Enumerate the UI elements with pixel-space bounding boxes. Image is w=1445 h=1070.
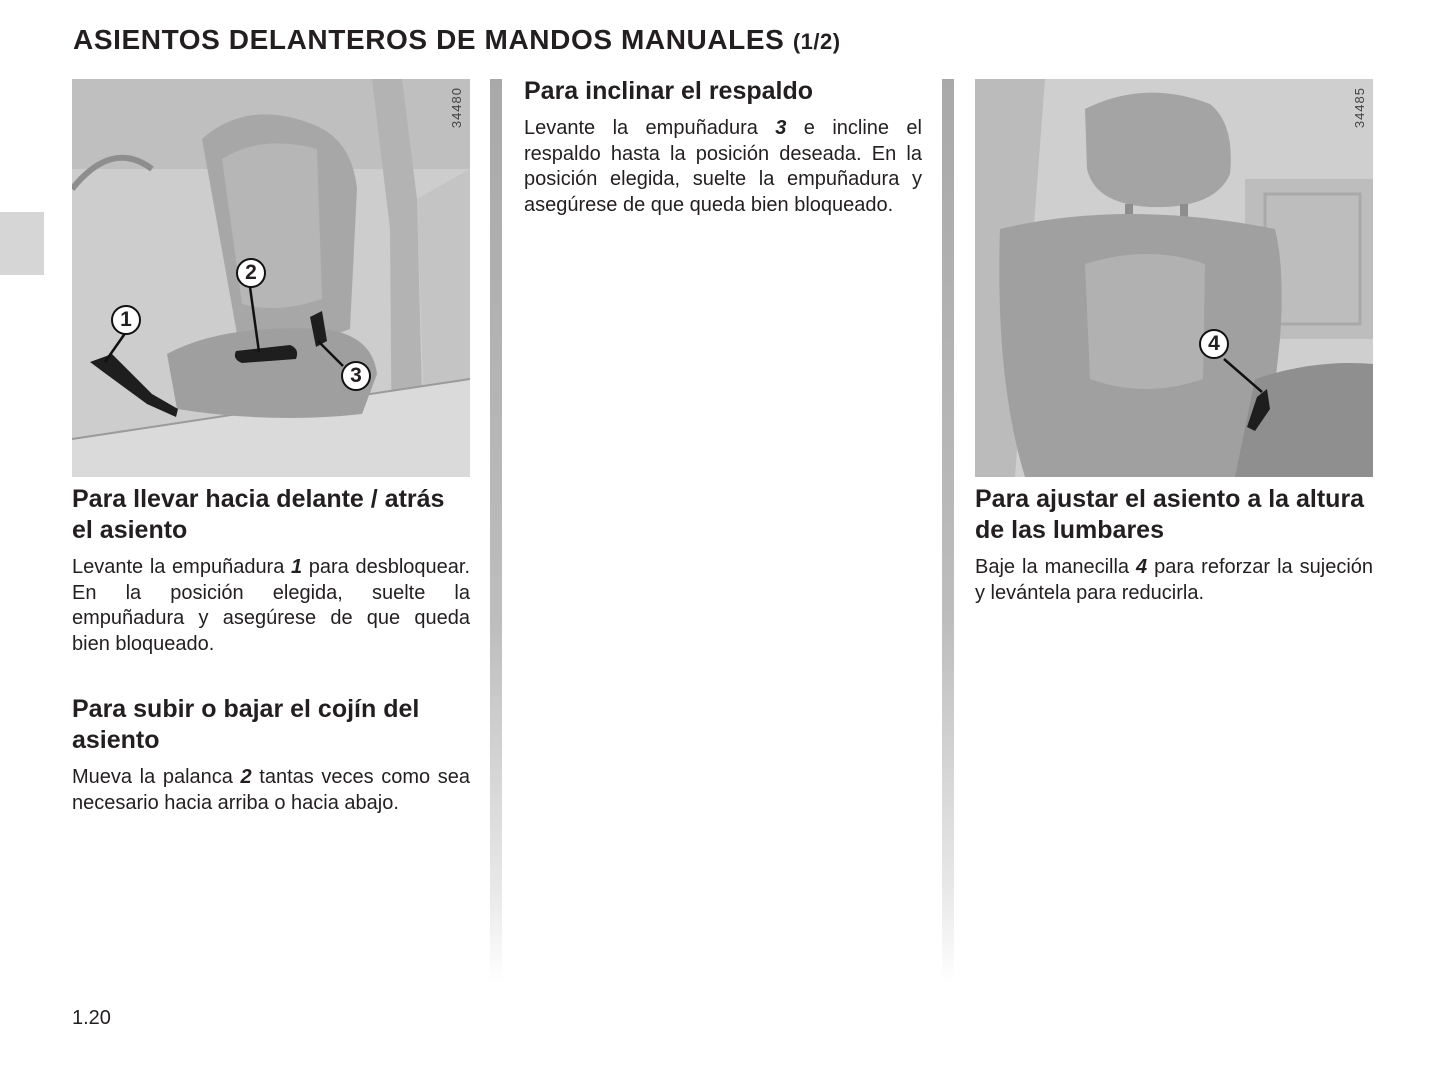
page-title [73, 24, 841, 56]
callout-1: 1 [111, 305, 141, 335]
figure-code-left: 34480 [449, 87, 464, 129]
heading-forward-back: Para llevar hacia delante / atrás el asiento [72, 485, 445, 544]
text-cushion: Mueva la palanca 2 tantas veces como sea necesario hacia arriba o hacia abajo. [72, 766, 470, 814]
text-lumbar: Baje la manecilla 4 para reforzar la sujeción y levántela para reducirla. [975, 556, 1374, 604]
callout-4: 4 [1199, 329, 1229, 359]
seat-controls-illustration [72, 79, 470, 477]
page-title-part: (1/2) [792, 29, 841, 54]
lumbar-control-illustration [975, 79, 1373, 477]
column-divider-left [490, 79, 502, 984]
text-forward-back: Levante la empuñadura 1 para desbloquear. En la posición elegida, suelte la empuñadura y asegúrese de que queda bien bloqueado. [72, 556, 470, 655]
page-title-main: ASIENTOS DELANTEROS DE MANDOS MANUALES [73, 24, 785, 55]
column-divider-right [942, 79, 954, 984]
callout-2: 2 [236, 258, 266, 288]
page-number: 1.20 [72, 1007, 111, 1029]
heading-recline: Para inclinar el respaldo [524, 77, 814, 105]
chapter-tab [0, 212, 44, 275]
text-recline: Levante la empuñadura 3 e incline el respaldo hasta la posición deseada. En la posición elegida, suelte la empuñadura y asegúrese de que queda bien bloqueado. [524, 117, 922, 216]
heading-lumbar: Para ajustar el asiento a la altura de las lumbares [975, 485, 1365, 544]
figure-code-right: 34485 [1352, 87, 1367, 129]
heading-cushion: Para subir o bajar el cojín del asiento [72, 695, 420, 754]
callout-3: 3 [341, 361, 371, 391]
